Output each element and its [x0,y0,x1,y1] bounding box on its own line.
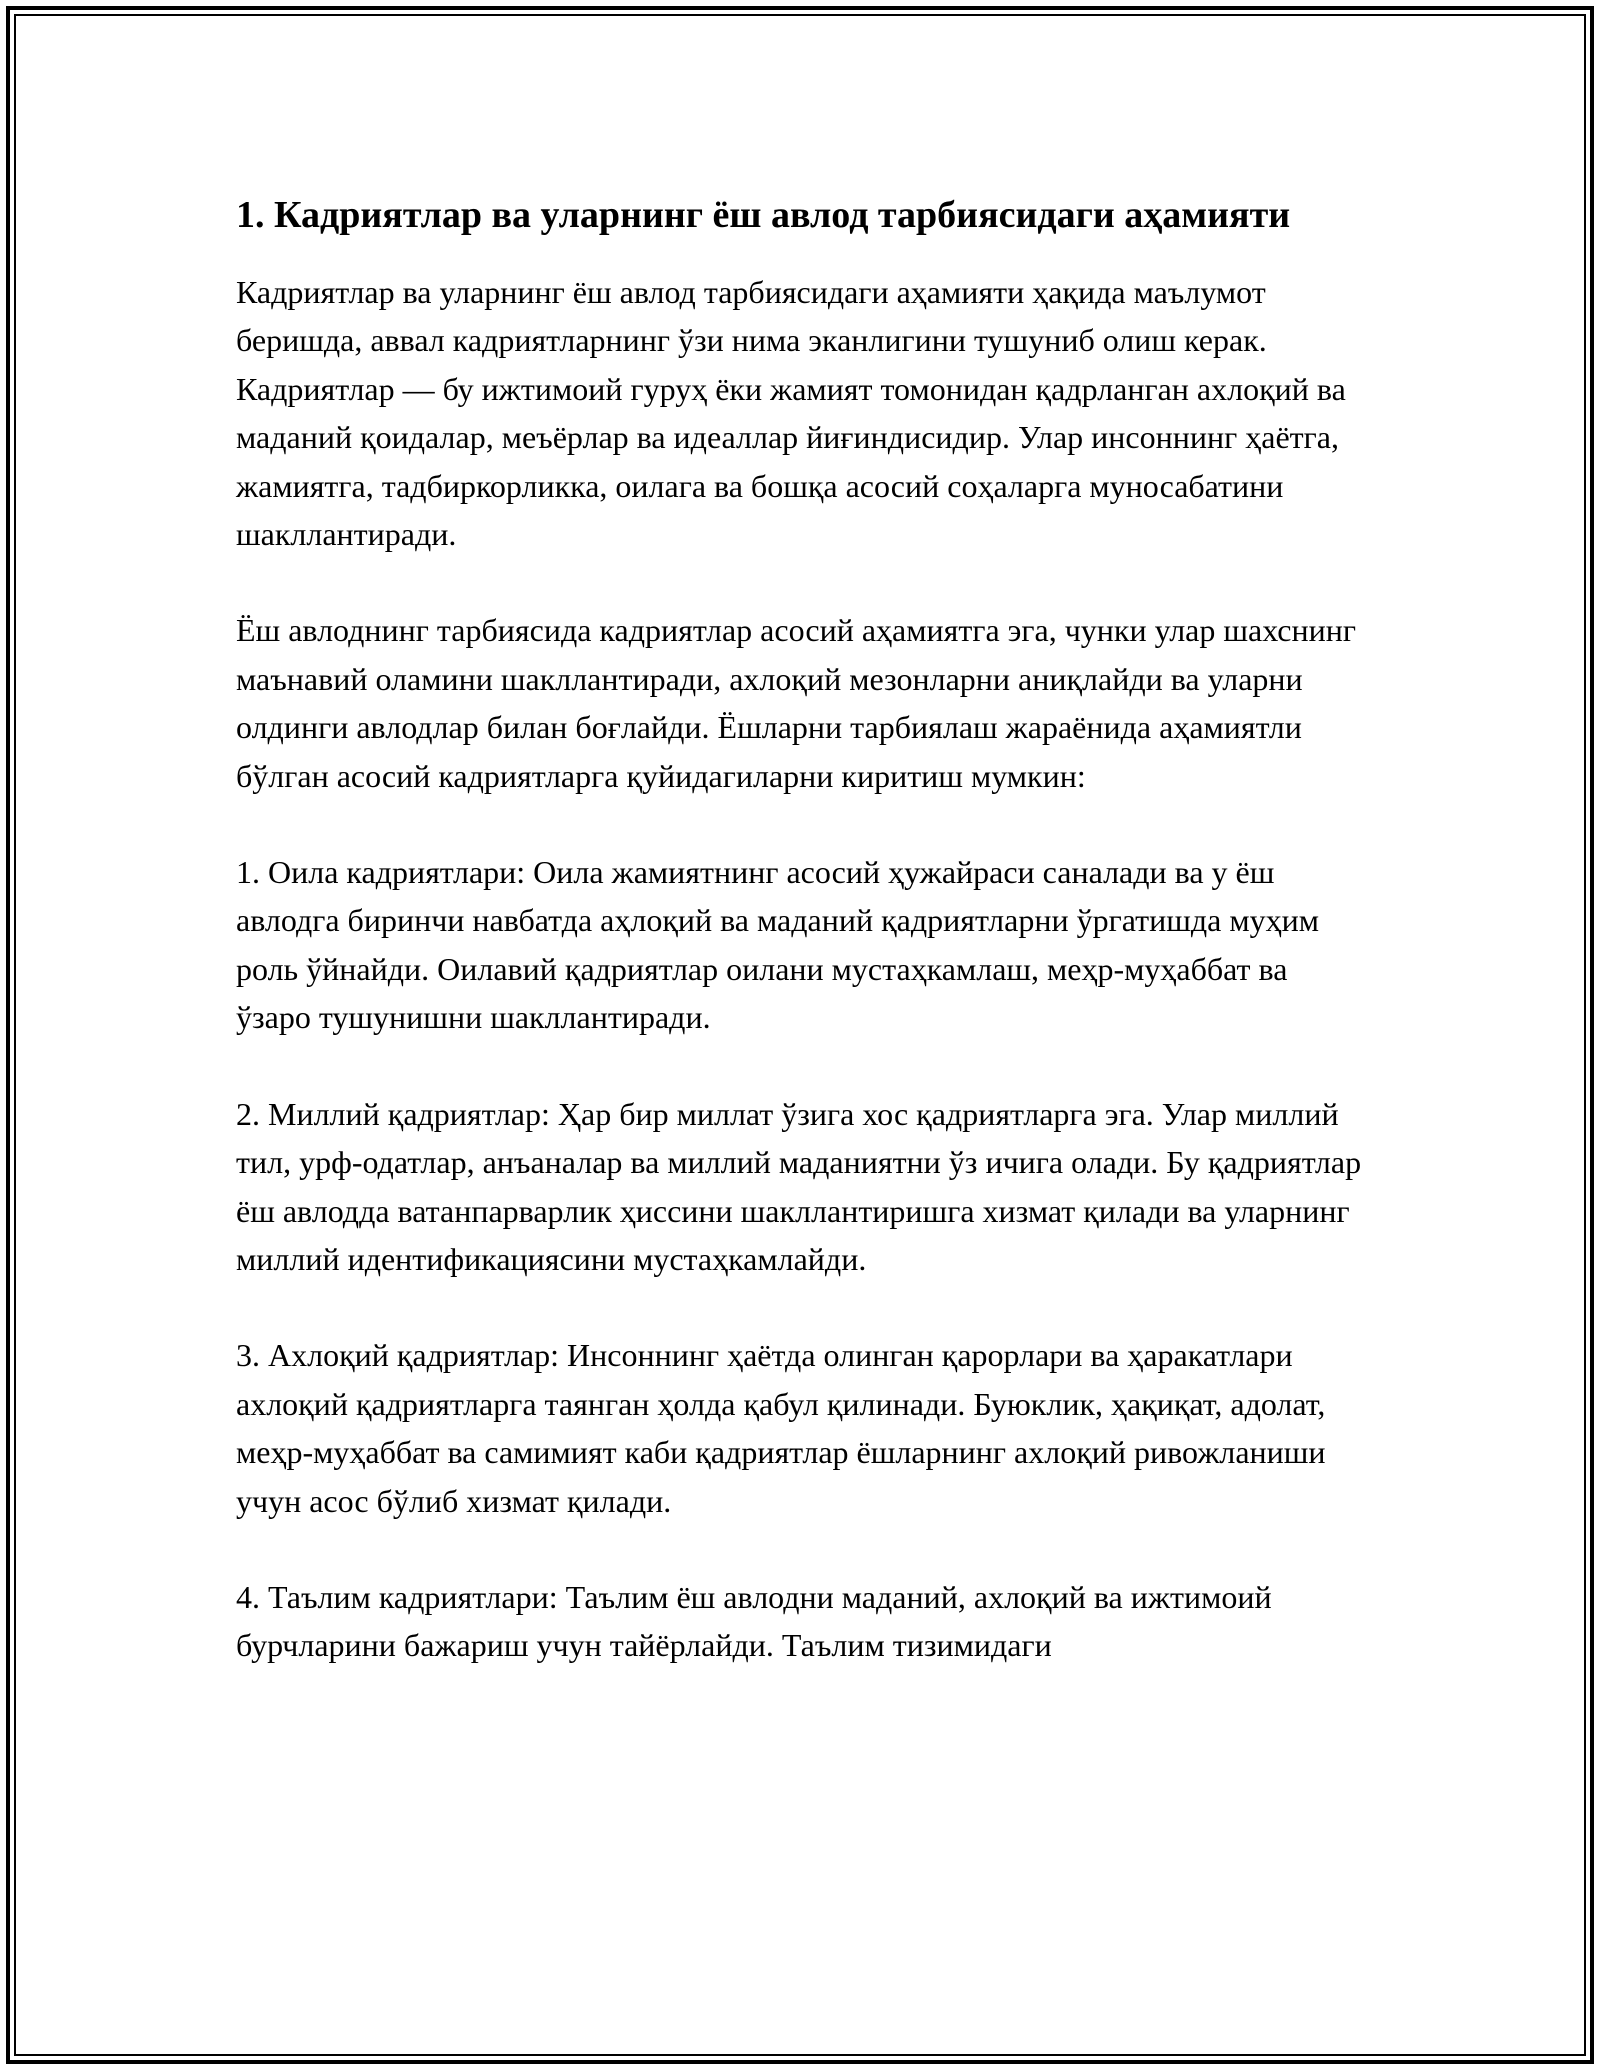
list-item-national-values: 2. Миллий қадриятлар: Ҳар бир миллат ўзига хос қадриятларга эга. Улар миллий тил, урф-одатлар, анъаналар ва миллий маданиятни ўз ичига олади. Бу қадриятлар ёш авлодда ватанпарварлик ҳиссини шакллантиришга хизмат қилади ва уларнинг миллий идентификациясини мустаҳкамлайди. [236,1095,1362,1277]
list-item-education-values: 4. Таълим кадриятлари: Таълим ёш авлодни маданий, ахлоқий ва ижтимоий бурчларини бажариш учун тайёрлайди. Таълим тизимидаги [236,1578,1272,1664]
document-title: 1. Кадриятлар ва уларнинг ёш авлод тарбиясидаги аҳамияти [236,194,1291,236]
document-body [236,188,1366,1718]
paragraph-youth-upbringing: Ёш авлоднинг тарбиясида кадриятлар асосий аҳамиятга эга, чунки улар шахснинг маънавий оламини шакллантиради, ахлоқий мезонларни аниқлайди ва уларни олдинги авлодлар билан боғлайди. Ёшларни тарбиялаш жараёнида аҳамиятли бўлган асосий кадриятларга қуйидагиларни киритиш мумкин: [236,612,1356,794]
list-item-moral-values: 3. Ахлоқий қадриятлар: Инсоннинг ҳаётда олинган қарорлари ва ҳаракатлари ахлоқий қадриятларга таянган ҳолда қабул қилинади. Буюклик, ҳақиқат, адолат, меҳр-муҳаббат ва самимият каби қадриятлар ёшларнинг ахлоқий ривожланиши учун асос бўлиб хизмат қилади. [236,1337,1326,1519]
list-item-family-values: 1. Оила кадриятлари: Оила жамиятнинг асосий ҳужайраси саналади ва у ёш авлодга биринчи навбатда аҳлоқий ва маданий қадриятларни ўргатишда муҳим роль ўйнайди. Оилавий қадриятлар оилани мустаҳкамлаш, меҳр-муҳаббат ва ўзаро тушунишни шакллантиради. [236,854,1319,1036]
paragraph-intro: Кадриятлар ва уларнинг ёш авлод тарбиясидаги аҳамияти ҳақида маълумот беришда, аввал кадриятларнинг ўзи нима эканлигини тушуниб олиш керак. Кадриятлар — бу ижтимоий гуруҳ ёки жамият томонидан қадрланган ахлоқий ва маданий қоидалар, меъёрлар ва идеаллар йиғиндисидир. Улар инсоннинг ҳаётга, жамиятга, тадбиркорликка, оилага ва бошқа асосий соҳаларга муносабатини шакллантиради. [236,274,1346,553]
